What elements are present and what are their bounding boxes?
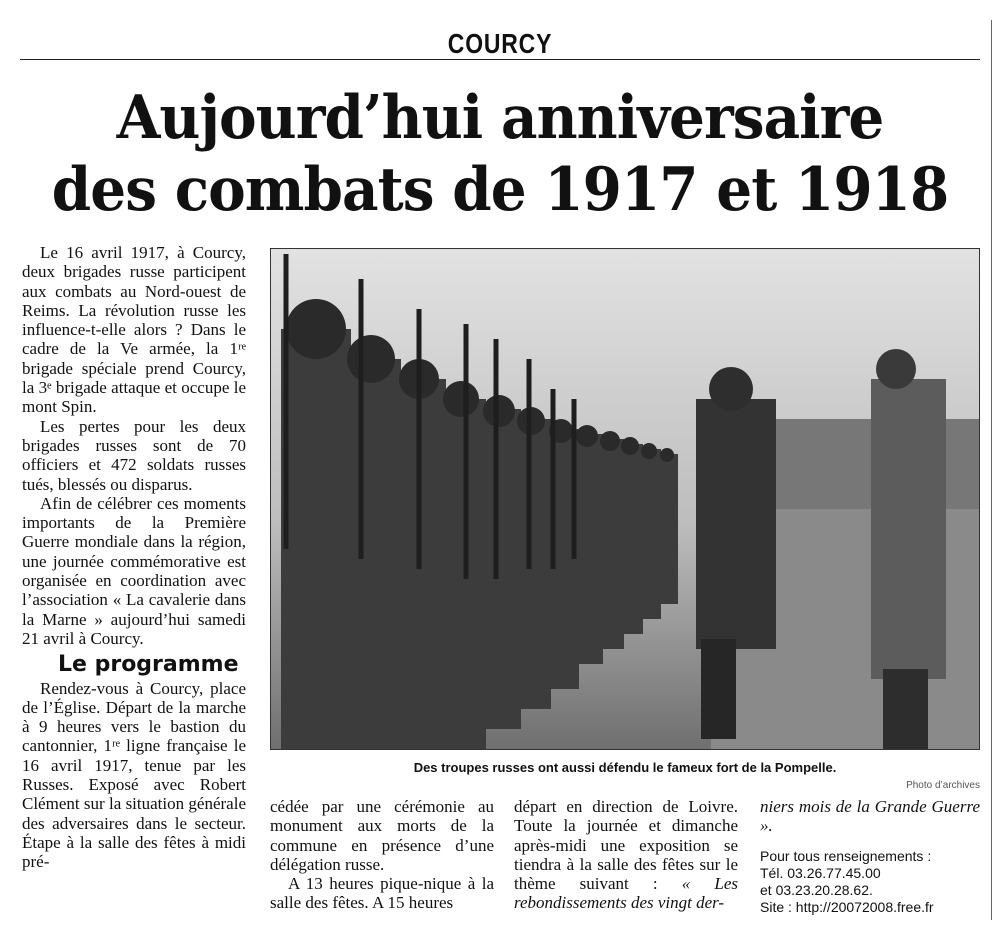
headline-line-1: Aujourd’hui anniversaire (116, 83, 884, 153)
paragraph-departure (514, 797, 738, 913)
departure-text: départ en direction de Loivre. Toute la journée et dimanche après-midi une exposition se tiendra à la salle des fêtes sur le thème suivant : (514, 797, 738, 894)
paragraph-programme: Rendez-vous à Courcy, place de l’Église. Départ de la marche à 9 heures vers le bastion du cantonnier, 1ʳᵉ ligne française le 16 avril 1917, tenue par les Russes. Exposé avec Robert Clément sur la situation générale des adversaires dans le secteur. Étape à la salle des fêtes à midi pré- (22, 678, 246, 872)
contact-website: Site : http://20072008.free.fr (760, 899, 934, 915)
article-column-2 (270, 797, 494, 913)
photo-caption: Des troupes russes ont aussi défendu le fameux fort de la Pompelle. (413, 760, 837, 775)
article-column-1 (22, 243, 246, 872)
paragraph-celebration: Afin de célébrer ces moments importants de la Première Guerre mondiale dans la région, une journée commémorative est organisée en coordination avec l’association « La cavalerie dans la Marne » aujourd’hui samedi 21 avril à Courcy. (22, 493, 246, 648)
contact-phone-1: Tél. 03.26.77.45.00 (760, 865, 881, 881)
paragraph-exhibition-end (760, 797, 980, 836)
exhibition-title-end: niers mois de la Grande Guerre ». (760, 797, 980, 836)
exhibition-title: « Les rebondissements des vingt der- (514, 874, 738, 913)
paragraph-picnic: A 13 heures pique-nique à la salle des fêtes. A 15 heures (270, 874, 494, 913)
headline-line-2: des combats de 1917 et 1918 (51, 155, 949, 225)
paragraph-losses: Les pertes pour les deux brigades russes sont de 70 officiers et 472 soldats russes tués, blessés ou disparus. (22, 416, 246, 494)
paragraph-intro: Le 16 avril 1917, à Courcy, deux brigades russe participent aux combats au Nord-ouest de Reims. La révolution russe les influence-t-elle alors ? Dans le cadre de la Ve armée, la 1ʳᵉ brigade spéciale prend Courcy, la 3ᵉ brigade attaque et occupe le mont Spin. (22, 243, 246, 417)
contact-info (760, 848, 934, 916)
subhead-programme: Le programme (58, 652, 239, 678)
section-label: COURCY (447, 28, 553, 59)
column-rule (991, 20, 992, 920)
article-column-3 (514, 797, 738, 913)
contact-phone-2: et 03.23.20.28.62. (760, 882, 873, 898)
photo-credit: Photo d’archives (906, 780, 980, 791)
paragraph-ceremony: cédée par une cérémonie au monument aux morts de la commune en présence d’une délégation russe. (270, 797, 494, 874)
archive-photo (270, 248, 980, 750)
article-column-4 (760, 797, 980, 836)
contact-heading: Pour tous renseignements : (760, 848, 932, 864)
